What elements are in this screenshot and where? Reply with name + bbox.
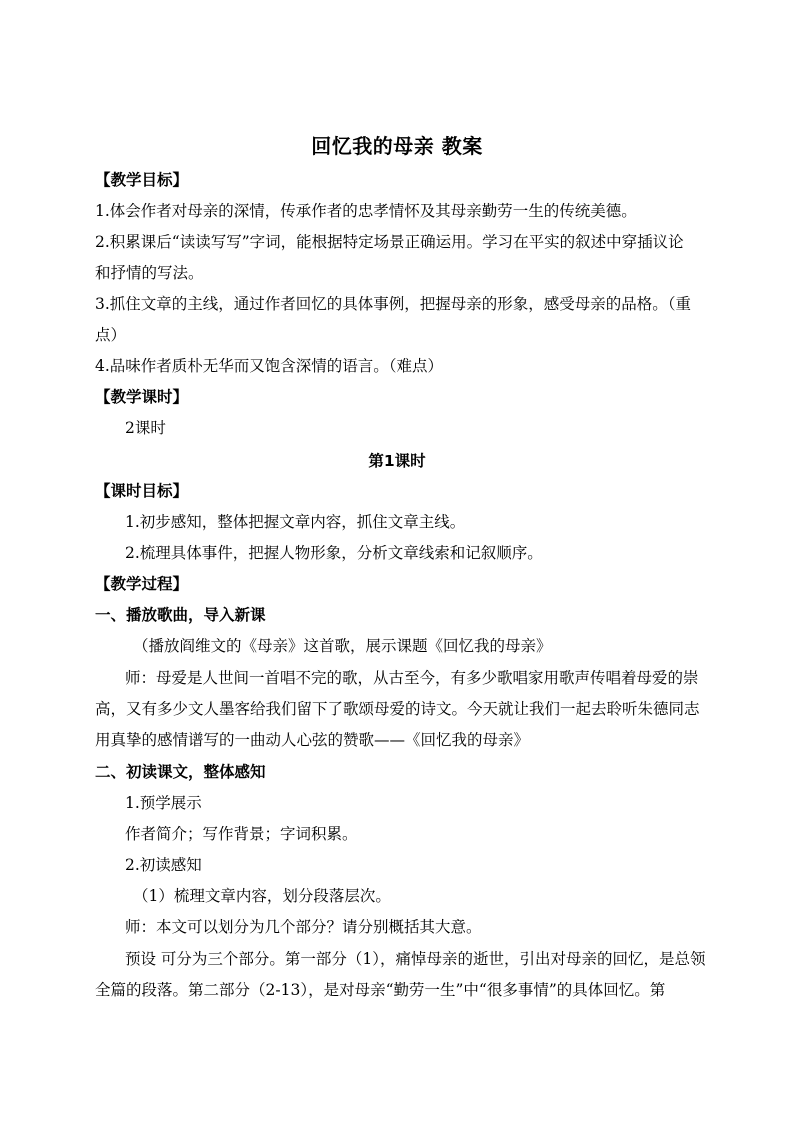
section1-line: 用真挚的感情谱写的一曲动人心弦的赞歌——《回忆我的母亲》 [95,731,530,749]
process-heading: 【教学过程】 [95,575,189,593]
objectives-heading: 【教学目标】 [95,171,189,189]
section2-line: 2.初读感知 [125,856,202,874]
objective-line: 1.体会作者对母亲的深情，传承作者的忠孝情怀及其母亲勤劳一生的传统美德。 [95,202,637,220]
section2-line: 作者简介；写作背景；字词积累。 [125,825,358,843]
section2-line: （1）梳理文章内容，划分段落层次。 [133,887,391,905]
document-title: 回忆我的母亲 教案 [311,134,483,158]
section2-line: 1.预学展示 [125,794,202,812]
objective-line: 2.积累课后“读读写写”字词，能根据特定场景正确运用。学习在平实的叙述中穿插议论 [95,233,684,251]
section1-line: 高，又有多少文人墨客给我们留下了歌颂母爱的诗文。今天就让我们一起去聆听朱德同志 [95,700,700,718]
section1-line: 师：母爱是人世间一首唱不完的歌，从古至今，有多少歌唱家用歌声传唱着母爱的崇 [125,669,699,687]
section2-heading: 二、初读课文，整体感知 [95,763,266,781]
lesson-goals-heading: 【课时目标】 [95,482,189,500]
hours-heading: 【教学课时】 [95,388,189,406]
hours-value: 2课时 [125,419,166,437]
objective-line: 和抒情的写法。 [95,264,204,282]
objective-line: 4.品味作者质朴无华而又饱含深情的语言。（难点） [95,357,444,375]
lesson-goal-line: 2.梳理具体事件，把握人物形象，分析文章线索和记叙顺序。 [125,544,543,562]
lesson-title: 第1课时 [368,452,426,470]
section2-line: 全篇的段落。第二部分（2-13），是对母亲“勤劳一生”中“很多事情”的具体回忆。第 [95,981,666,999]
section1-heading: 一、播放歌曲，导入新课 [95,606,266,624]
section1-line: （播放阎维文的《母亲》这首歌，展示课题《回忆我的母亲》 [133,637,552,655]
objective-line: 点） [95,326,127,344]
section2-line: 预设 可分为三个部分。第一部分（1），痛悼母亲的逝世，引出对母亲的回忆，是总领 [125,950,706,968]
section2-line: 师：本文可以划分为几个部分？请分别概括其大意。 [125,918,482,936]
lesson-goal-line: 1.初步感知，整体把握文章内容，抓住文章主线。 [125,513,466,531]
objective-line: 3.抓住文章的主线，通过作者回忆的具体事例，把握母亲的形象，感受母亲的品格。（重 [95,295,692,313]
